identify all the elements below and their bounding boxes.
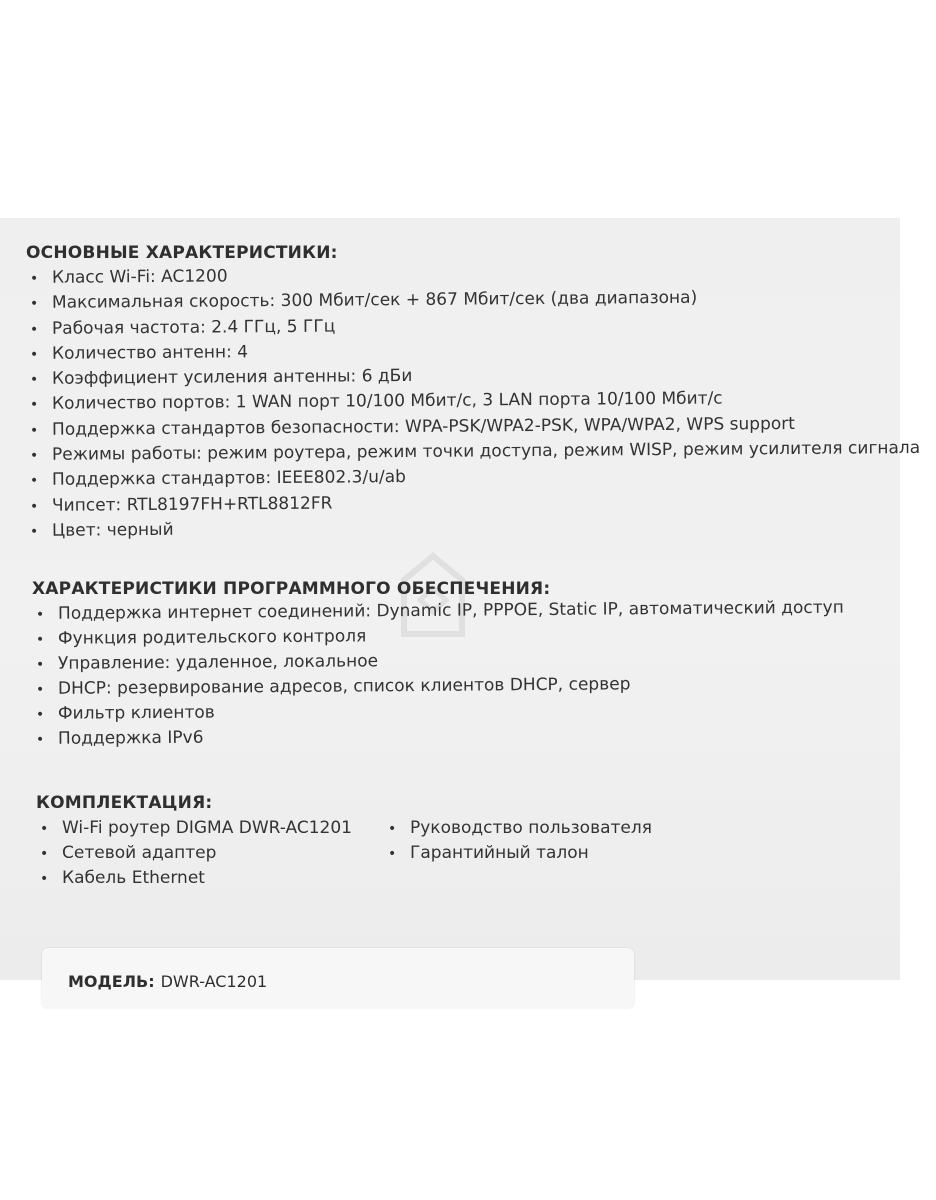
list-item: • DHCP: резервирование адресов, список клиентов DHCP, сервер (32, 670, 932, 702)
main-specs-heading: ОСНОВНЫЕ ХАРАКТЕРИСТИКИ: (26, 243, 338, 263)
bullet-icon: • (29, 346, 39, 363)
software-specs-heading: ХАРАКТЕРИСТИКИ ПРОГРАММНОГО ОБЕСПЕЧЕНИЯ: (32, 579, 551, 599)
bullet-icon: • (388, 846, 397, 862)
package-list-left (36, 816, 384, 891)
list-item: • Поддержка IPv6 (32, 720, 932, 752)
main-specs-list (26, 266, 926, 544)
bullet-icon: • (388, 821, 397, 837)
list-item: • Сетевой адаптер (36, 841, 384, 866)
list-item: • Цвет: черный (26, 512, 926, 544)
bullet-icon: • (40, 846, 49, 862)
bullet-icon: • (29, 397, 39, 414)
bullet-icon: • (29, 498, 39, 515)
list-item: • Управление: удаленное, локальное (32, 645, 932, 677)
bullet-icon: • (40, 821, 49, 837)
list-item: • Максимальная скорость: 300 Мбит/сек + 867 Мбит/сек (два диапазона) (26, 284, 926, 316)
bullet-icon: • (29, 372, 39, 389)
list-item: • Чипсет: RTL8197FH+RTL8812FR (26, 487, 926, 519)
bullet-icon: • (29, 321, 39, 338)
model-caption: МОДЕЛЬ: (68, 972, 155, 991)
bullet-icon: • (29, 447, 39, 465)
list-item: • Поддержка стандартов: IEEE802.3/u/ab (26, 461, 926, 493)
list-item: • Класс Wi-Fi: AC1200 (26, 259, 926, 291)
software-specs-section (32, 576, 932, 752)
bullet-icon: • (35, 606, 45, 623)
list-item: • Фильтр клиентов (32, 695, 932, 727)
list-item: • Поддержка стандартов безопасности: WPA-PSK/WPA2-PSK, WPA/WPA2, WPS support (26, 411, 926, 443)
list-item: • Количество антенн: 4 (26, 335, 926, 367)
package-heading: КОМПЛЕКТАЦИЯ: (36, 793, 213, 813)
box-photo (0, 218, 921, 991)
model-label-card (42, 948, 634, 1008)
bullet-icon: • (40, 871, 49, 887)
bullet-icon: • (35, 706, 45, 723)
bullet-icon: • (29, 296, 39, 313)
list-item: • Количество портов: 1 WAN порт 10/100 Мбит/с, 3 LAN порта 10/100 Мбит/с (26, 385, 926, 417)
list-item: • Гарантийный талон (384, 841, 652, 866)
list-item: • Руководство пользователя (384, 816, 652, 841)
bullet-icon: • (35, 681, 45, 698)
package-columns (36, 816, 936, 891)
bullet-icon: • (29, 270, 39, 287)
bullet-icon: • (29, 523, 39, 540)
bullet-icon: • (35, 731, 45, 748)
main-specs-section (26, 240, 926, 544)
bullet-icon: • (35, 656, 45, 673)
list-item: • Режимы работы: режим роутера, режим точки доступа, режим WISP, режим усилителя сигнала (26, 436, 926, 468)
bullet-icon: • (29, 473, 39, 490)
software-specs-list (32, 597, 932, 752)
list-item: • Кабель Ethernet (36, 866, 384, 891)
bullet-icon: • (35, 631, 45, 648)
list-item: • Рабочая частота: 2.4 ГГц, 5 ГГц (26, 310, 926, 342)
package-list-right (384, 816, 652, 891)
model-value: DWR-AC1201 (160, 972, 268, 991)
model-line (68, 972, 267, 991)
list-item: • Поддержка интернет соединений: Dynamic IP, PPPOE, Static IP, автоматический доступ (32, 595, 932, 627)
list-item: • Функция родительского контроля (32, 620, 932, 652)
package-section (36, 790, 936, 891)
bullet-icon: • (29, 422, 39, 439)
list-item: • Коэффициент усиления антенны: 6 дБи (26, 360, 926, 392)
list-item: • Wi-Fi роутер DIGMA DWR-AC1201 (36, 816, 384, 841)
